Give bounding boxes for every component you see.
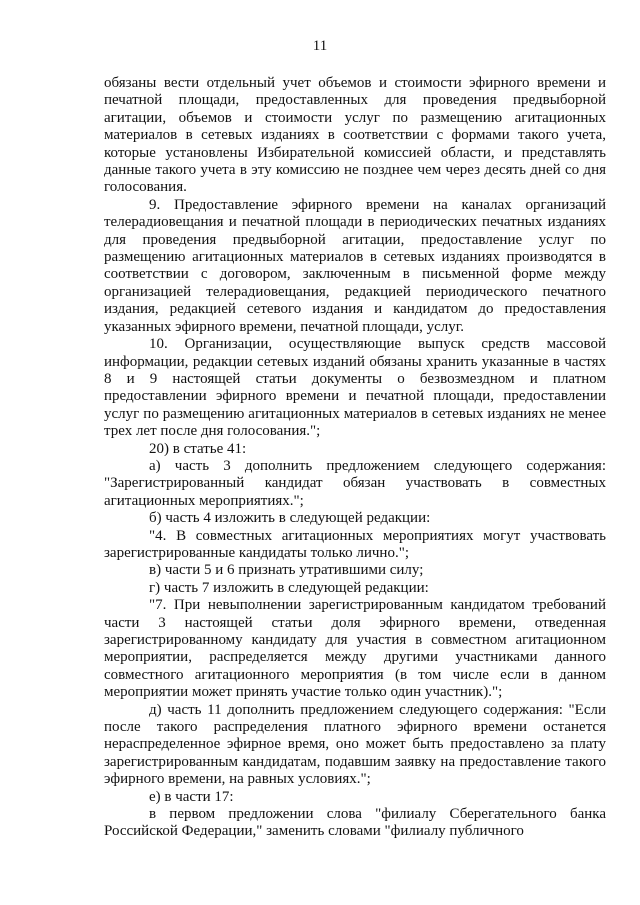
paragraph: б) часть 4 изложить в следующей редакции:: [149, 510, 431, 527]
paragraph: г) часть 7 изложить в следующей редакции:: [149, 579, 429, 596]
page-number: 11: [312, 38, 328, 54]
paragraph: д) часть 11 дополнить предложением следующего содержания: "Если после такого распределения платного эфирного времени останется нераспределенное эфирное время, оно может быть предоставлено за плату зарегистрированным кандидатам, подавшим заявку на предоставление такого эфирного времени, на равных условиях.";: [104, 701, 606, 788]
paragraph: "4. В совместных агитационных мероприятиях могут участвовать зарегистрированные кандидаты только лично.";: [104, 527, 606, 561]
paragraph: 20) в статье 41:: [149, 440, 247, 457]
paragraph: а) часть 3 дополнить предложением следующего содержания: "Зарегистрированный кандидат обязан участвовать в совместных агитационных мероприятиях.";: [104, 457, 606, 509]
paragraph: обязаны вести отдельный учет объемов и стоимости эфирного времени и печатной площади, предоставленных для проведения предвыборной агитации, объемов и стоимости услуг по размещению агитационных материалов в сетевых изданиях в соответствии с формами такого учета, которые установлены Избирательной комиссией области, и представлять данные такого учета в эту комиссию не позднее чем через десять дней со дня голосования.: [104, 75, 606, 196]
paragraph: в первом предложении слова "филиалу Сберегательного банка Российской Федерации," заменить словами "филиалу публичного: [104, 806, 606, 840]
document-body: [104, 75, 606, 841]
paragraph: "7. При невыполнении зарегистрированным кандидатом требований части 3 настоящей статьи доля эфирного времени, отведенная зарегистрированному кандидату для участия в совместном агитационном мероприятии, распределяется между другими участниками данного совместного агитационного мероприятия (в том числе если в данном мероприятии может принять участие только один участник).";: [104, 597, 606, 701]
paragraph: 10. Организации, осуществляющие выпуск средств массовой информации, редакции сетевых изданий обязаны хранить указанные в частях 8 и 9 настоящей статьи документы о безвозмездном и платном предоставлении эфирного времени и печатной площади, предоставлении услуг по размещению агитационных материалов в сетевых изданиях не менее трех лет после дня голосования.";: [104, 336, 606, 440]
paragraph: 9. Предоставление эфирного времени на каналах организаций телерадиовещания и печатной площади в периодических печатных изданиях для проведения предвыборной агитации, предоставление услуг по размещению агитационных материалов в сетевых изданиях производятся в соответствии с договором, заключенным в письменной форме между организацией телерадиовещания, редакцией периодического печатного издания, редакцией сетевого издания и кандидатом до предоставления указанных эфирного времени, печатной площади, услуг.: [104, 196, 606, 335]
paragraph: е) в части 17:: [149, 788, 234, 805]
paragraph: в) части 5 и 6 признать утратившими силу;: [149, 562, 424, 579]
